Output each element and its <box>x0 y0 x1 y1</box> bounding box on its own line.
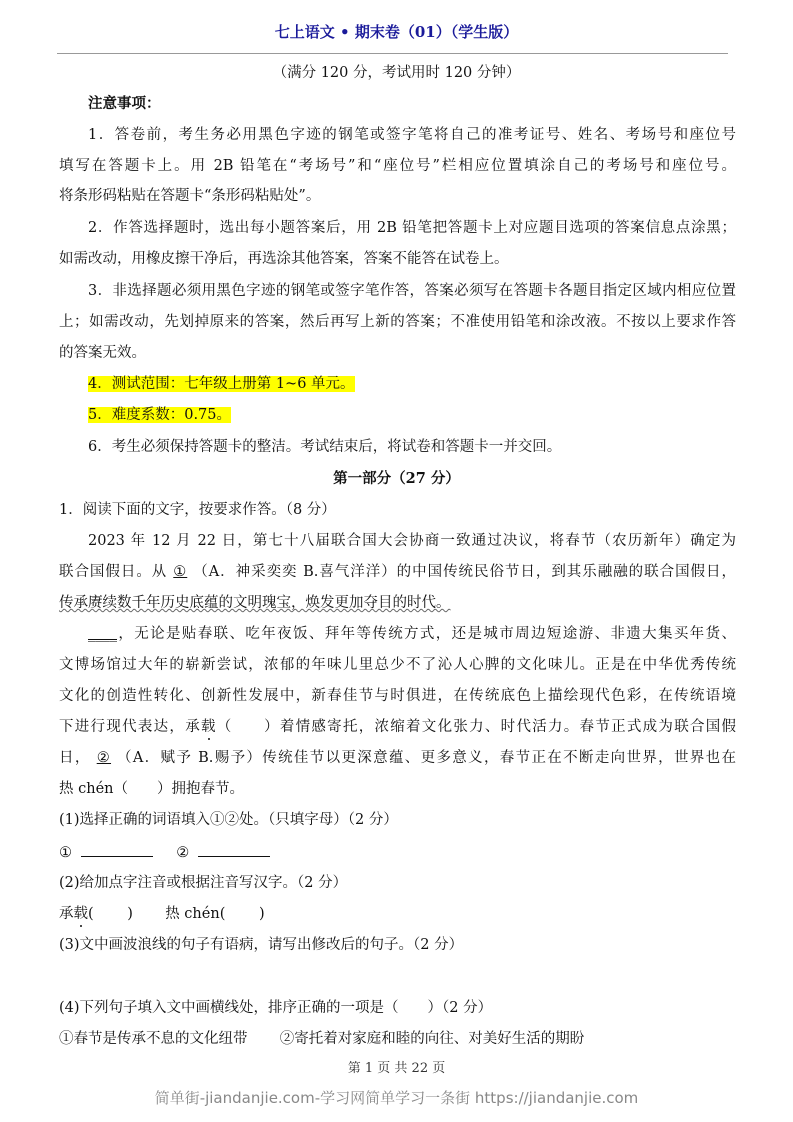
note-line: 2．作答选择题时，选出每小题答案后，用 2B 铅笔把答题卡上对应题目选项的答案信息点涂黑； <box>88 220 736 236</box>
sentence-blank: ____ <box>88 626 117 642</box>
notes-heading: 注意事项： <box>88 95 161 112</box>
wavy-sentence: 传承赓续数千年历史底蕴的文明瑰宝，焕发更加夺目的时代。 <box>59 595 451 611</box>
note-line: 1．答卷前，考生务必用黑色字迹的钢笔或签字笔将自己的准考证号、姓名、考场号和座位号 <box>88 127 736 143</box>
options: ①春节是传承不息的文化纽带 ②寄托着对家庭和睦的向往、对美好生活的期盼 <box>59 1031 585 1047</box>
note-line: 如需改动，用橡皮擦干净后，再选涂其他答案，答案不能答在试卷上。 <box>59 251 509 267</box>
passage-line: 联合国假日。从 ① （A．神采奕奕 B.喜气洋洋）的中国传统民俗节日，到其乐融融的联合国假日， <box>59 564 736 580</box>
page-number: 第 1 页 共 22 页 <box>347 1061 446 1076</box>
passage-line: 文博场馆过大年的崭新尝试，浓郁的年味儿里总少不了沁人心脾的文化味儿。正是在中华优秀传统 <box>59 657 736 673</box>
note-line: 上；如需改动，先划掉原来的答案，然后再写上新的答案；不准使用铅笔和涂改液。不按以上要求作答 <box>59 314 736 330</box>
passage-line: 热 chén（ ）拥抱春节。 <box>59 781 244 797</box>
subtitle: （满分 120 分，考试用时 120 分钟） <box>272 65 521 81</box>
passage-line: 2023 年 12 月 22 日，第七十八届联合国大会协商一致通过决议，将春节（农历新年）确定为 <box>88 533 736 549</box>
dotted-character: 载 <box>200 719 217 735</box>
highlighted-note: 5．难度系数：0.75。 <box>88 407 232 423</box>
subquestion-2: (2)给加点字注音或根据注音写汉字。（2 分） <box>59 875 348 891</box>
section-heading: 第一部分（27 分） <box>333 470 460 487</box>
note-line: 将条形码粘贴在答题卡“条形码粘贴处”。 <box>59 188 321 204</box>
header-divider <box>57 53 728 54</box>
highlighted-note: 4．测试范围：七年级上册第 1~6 单元。 <box>88 376 355 392</box>
subquestion-4: (4)下列句子填入文中画横线处，排序正确的一项是（ ）（2 分） <box>59 1000 493 1016</box>
passage-line: 下进行现代表达，承载（ ）着情感寄托，浓缩着文化张力、时代活力。春节正式成为联合国假 <box>59 719 737 735</box>
blank-1: ① <box>173 564 188 580</box>
note-line: 3．非选择题必须用黑色字迹的钢笔或签字笔作答，答案必须写在答题卡各题目指定区域内相应位置 <box>88 283 736 299</box>
note-line: 填写在答题卡上。用 2B 铅笔在“考场号”和“座位号”栏相应位置填涂自己的考场号和座位号。 <box>59 158 736 174</box>
answer-blank[interactable] <box>81 842 153 857</box>
subquestion-3: (3)文中画波浪线的句子有语病，请写出修改后的句子。（2 分） <box>59 937 464 953</box>
answer-blank[interactable] <box>198 842 270 857</box>
note-line: 的答案无效。 <box>59 345 146 361</box>
subquestion-1: (1)选择正确的词语填入①②处。（只填字母）（2 分） <box>59 812 398 828</box>
note-line: 6．考生必须保持答题卡的整洁。考试结束后，将试卷和答题卡一并交回。 <box>88 439 562 455</box>
passage-line: ____，无论是贴春联、吃年夜饭、拜年等传统方式，还是城市周边短途游、非遗大集买年货、 <box>88 626 736 642</box>
passage-line: 文化的创造性转化、创新性发展中，新春佳节与时俱进，在传统底色上描绘现代色彩，在传统语境 <box>59 688 736 704</box>
watermark: 简单街-jiandanjie.com-学习网简单学习一条街 https://jiandanjie.com <box>154 1089 639 1107</box>
answer-blanks: ① ② <box>59 842 736 863</box>
passage-line: 日， ② （A．赋予 B.赐予）传统佳节以更深意蕴、更多意义，春节正在不断走向世界，世界也在 <box>59 750 737 766</box>
blank-2: ② <box>96 750 112 766</box>
pinyin-answers: 承载( ) 热 chén( ) <box>59 906 265 922</box>
question-1: 1．阅读下面的文字，按要求作答。（8 分） <box>59 502 336 518</box>
page-title: 七上语文 • 期末卷（01）（学生版） <box>274 23 519 41</box>
